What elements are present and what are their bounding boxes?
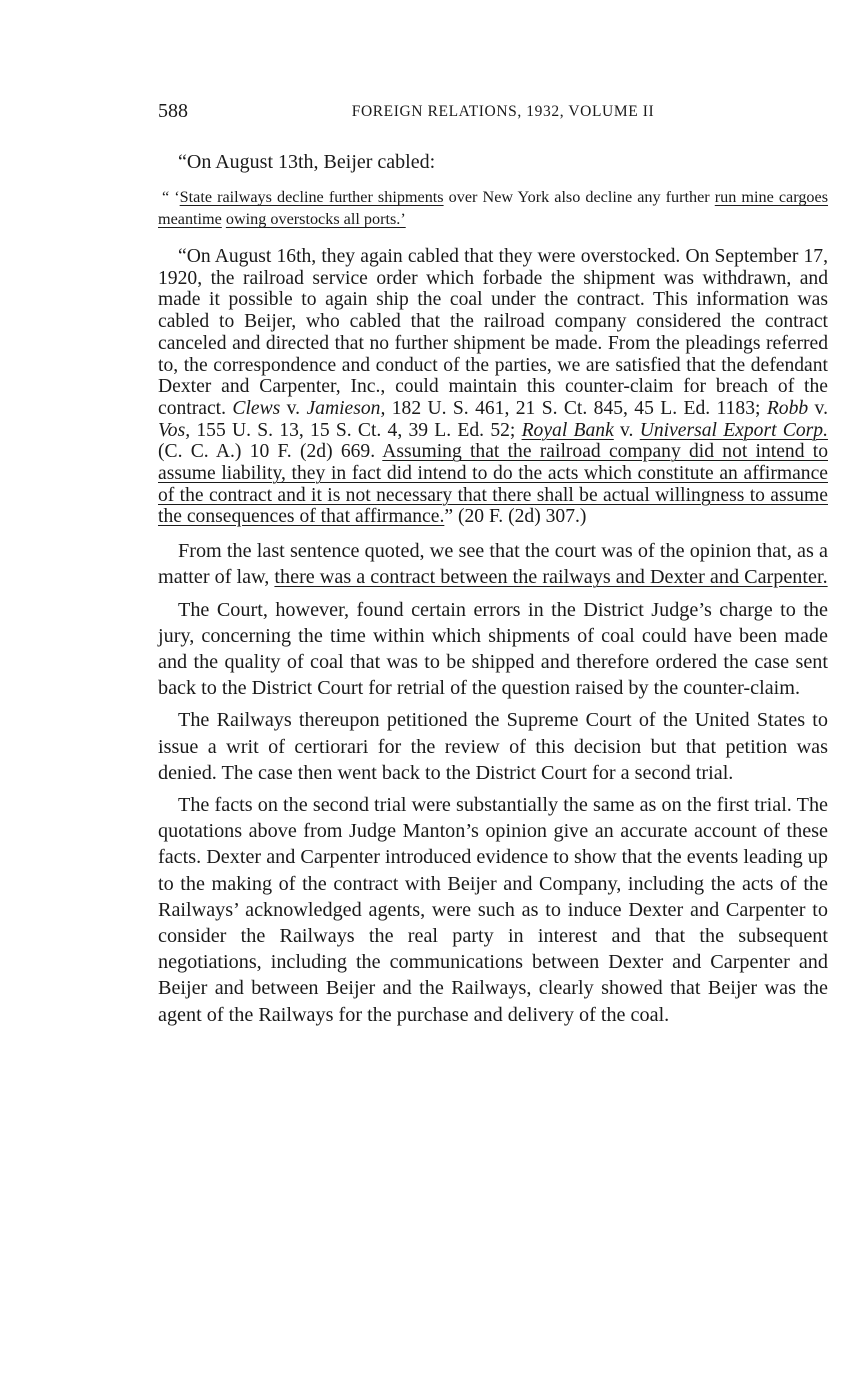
paragraph: The Railways thereupon petitioned the Supreme Court of the United States to issue a writ of certiorari for the review of this decision but that petition was denied. The case then went back to the District Court for a second trial. bbox=[158, 709, 828, 784]
versus: v. bbox=[808, 397, 828, 419]
case-name: Clews bbox=[232, 397, 281, 419]
paragraph: The facts on the second trial were substantially the same as on the first trial. The quotations above from Judge Manton’s opinion give an accurate account of these facts. Dexter and Carpenter introduced evidence to show that the events leading up to the making of the contract with Beijer and Company, including the acts of the Railways’ acknowledged agents, were such as to induce Dexter and Carpenter to consider the Railways the real party in interest and that the subsequent negotiations, including the communications between Dexter and Carpenter and Beijer and between Beijer and the Railways, clearly showed that Beijer was the agent of the Railways for the purchase and delivery of the coal. bbox=[158, 793, 828, 1026]
block-text-3: 155 U. S. 13, 15 S. Ct. 4, 39 L. Ed. 52; bbox=[190, 419, 522, 441]
case-name: Royal Bank bbox=[521, 419, 614, 441]
cable-underlined-1: State railways decline further shipments bbox=[179, 188, 444, 206]
running-title: FOREIGN RELATIONS, 1932, VOLUME II bbox=[351, 103, 655, 120]
page-header bbox=[158, 100, 828, 128]
cable-text-mid: over New York also decline any further bbox=[443, 188, 715, 206]
cable-underlined-2: run mine cargoes meantime bbox=[158, 188, 829, 228]
page-body bbox=[158, 148, 828, 1028]
lead-quote: “On August 13th, Beijer cabled: bbox=[178, 151, 436, 173]
block-text-5: ” (20 F. (2d) 307.) bbox=[444, 506, 587, 528]
cable-quote bbox=[158, 186, 828, 230]
case-name: Universal Export Corp. bbox=[639, 419, 828, 441]
block-quote bbox=[158, 246, 828, 528]
block-text-2: 182 U. S. 461, 21 S. Ct. 845, 45 L. Ed. 1183; bbox=[385, 397, 767, 419]
case-name: Vos, bbox=[158, 419, 191, 441]
versus: v. bbox=[280, 397, 307, 419]
cable-open: “ ‘ bbox=[162, 188, 180, 206]
page-number: 588 bbox=[158, 100, 188, 122]
versus: v. bbox=[613, 419, 640, 441]
paragraph-text: From the last sentence quoted, we see that the court was of the opinion that, as a matter of law, bbox=[158, 540, 828, 589]
block-text-1: “On August 16th, they again cabled that they were overstocked. On September 17, 1920, the railroad service order which forbade the shipment was withdrawn, and made it possible to again ship the coal under the contract. This information was cabled to Beijer, who cabled that the railroad company considered the contract canceled and directed that no further shipment be made. From the pleadings referred to, the correspondence and conduct of the parties, we are satisfied that the defendant Dexter and Carpenter, Inc., could maintain this counter-claim for breach of the contract. bbox=[158, 246, 828, 419]
case-name: Jamieson, bbox=[306, 397, 386, 419]
block-underlined: Assuming that the railroad company did not intend to assume liability, they in fact did intend to do the acts which constitute an affirmance of the contract and it is not necessary that there shall be actual willingness to assume the consequences of that affirmance. bbox=[158, 441, 828, 528]
paragraph-underlined: there was a contract between the railways and Dexter and Carpenter. bbox=[274, 566, 828, 589]
cable-underlined-3: owing overstocks all ports.’ bbox=[225, 210, 406, 228]
paragraph: The Court, however, found certain errors in the District Judge’s charge to the jury, concerning the time within which shipments of coal could have been made and the quality of coal that was to be shipped and therefore ordered the case sent back to the District Court for retrial of the question raised by the counter-claim. bbox=[158, 598, 828, 700]
case-name: Robb bbox=[766, 397, 809, 419]
paragraph bbox=[158, 538, 828, 590]
block-text-4: (C. C. A.) 10 F. (2d) 669. bbox=[158, 441, 383, 463]
